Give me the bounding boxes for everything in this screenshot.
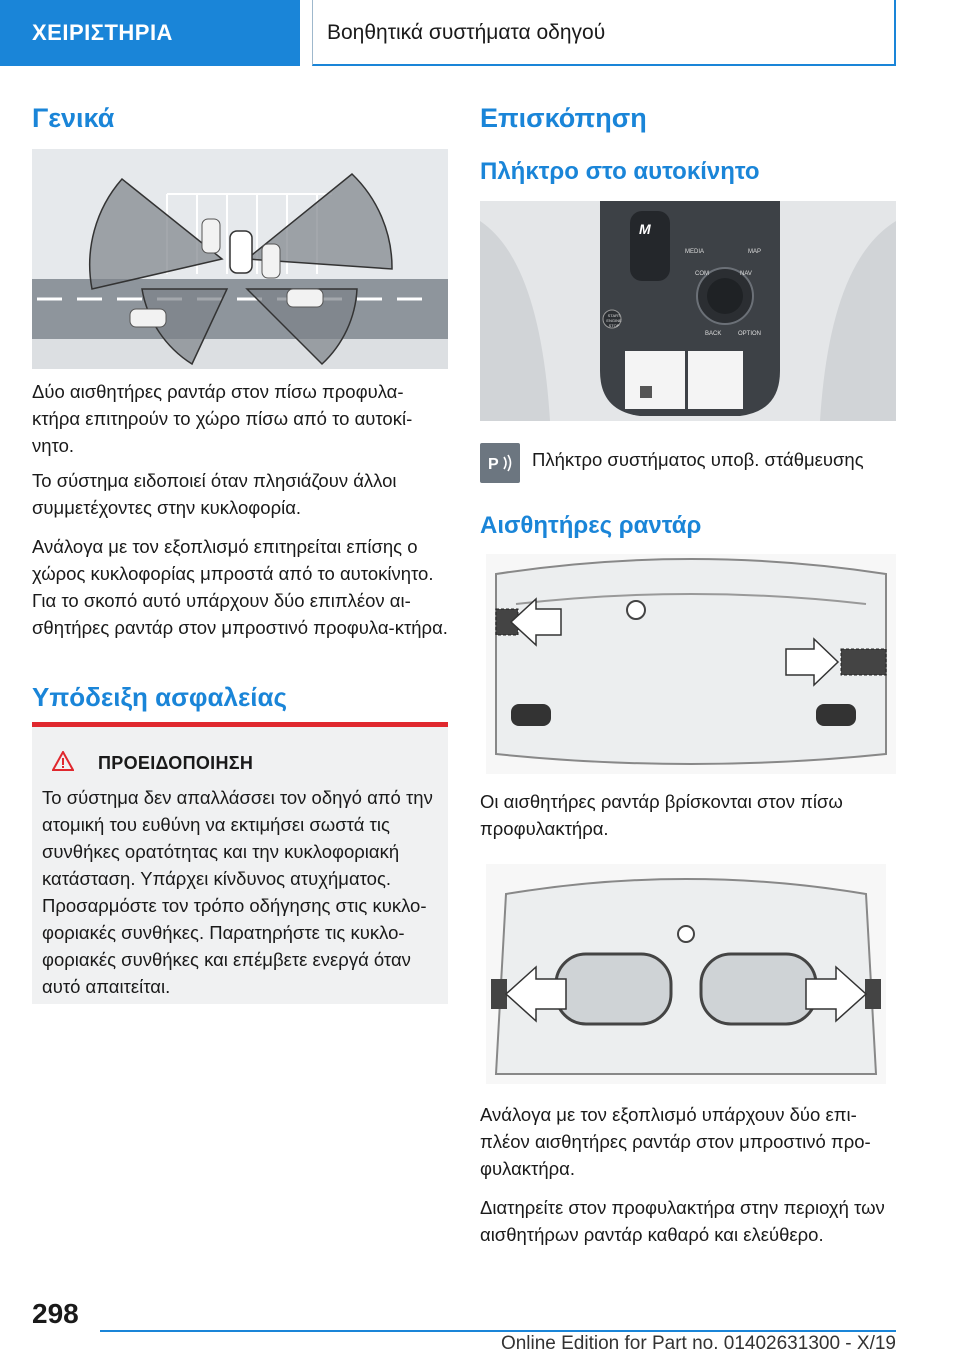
rear-bumper-illustration	[486, 554, 896, 774]
console-button-nav: NAV	[740, 271, 752, 277]
radar-coverage-illustration	[32, 149, 448, 369]
front-bumper-illustration	[486, 864, 886, 1084]
console-button-option: OPTION	[738, 331, 762, 337]
gear-selector-m-badge: M	[639, 221, 651, 237]
front-sensors-caption: Ανάλογα με τον εξοπλισμό υπάρχουν δύο επι-πλέον αισθητήρες ραντάρ στον μπροστινό προ-φυλακτήρα.	[480, 1104, 871, 1179]
park-assist-button-icon	[480, 443, 520, 483]
paragraph-notify: Το σύστημα ειδοποιεί όταν πλησιάζουν άλλοι συμμετέχοντες στην κυκλοφορία.	[32, 470, 397, 518]
paragraph-front-sensors: Ανάλογα με τον εξοπλισμό επιτηρείται επίσης ο χώρος κυκλοφορίας μπροστά από το αυτοκίνητο. Για το σκοπό αυτό υπάρχουν δύο επιπλέον αι-σθητήρες ραντάρ στον μπροστινό προφυλα-κτήρα.	[32, 536, 448, 638]
keep-clean-note: Διατηρείτε στον προφυλακτήρα στην περιοχή των αισθητήρων ραντάρ καθαρό και ελεύθερο.	[480, 1197, 885, 1245]
console-button-media: MEDIA	[685, 249, 705, 255]
page-header-title: Βοηθητικά συστήματα οδηγού	[312, 0, 896, 66]
console-illustration	[480, 201, 896, 421]
console-button-com: COM	[695, 271, 709, 277]
warning-text: Το σύστημα δεν απαλλάσσει τον οδηγό από την ατομική του ευθύνη να εκτιμήσει σωστά τις συνθήκες ορατότητας και την κυκλοφοριακή κατάσταση. Υπάρχει κίνδυνος ατυχήματος. Προσαρμόστε τον τρόπο οδήγησης στις κυκλο-φοριακές συνθήκες. Παρατηρήστε τις κυκλο-φοριακές συνθήκες και επέμβετε ενεργά όταν αυτό απαιτείται.	[42, 787, 433, 997]
page-number: 298	[32, 1298, 79, 1329]
warning-triangle-icon	[52, 751, 74, 776]
heading-general: Γενικά	[32, 103, 115, 133]
heading-sensors: Αισθητήρες ραντάρ	[480, 512, 702, 539]
warning-title: ΠΡΟΕΙΔΟΠΟΙΗΣΗ	[98, 753, 254, 773]
footer-edition: Online Edition for Part no. 01402631300 - X/19	[500, 1333, 896, 1354]
section-tab: ΧΕΙΡΙΣΤΗΡΙΑ	[0, 0, 300, 66]
svg-text:P: P	[488, 456, 499, 473]
rear-sensors-caption: Οι αισθητήρες ραντάρ βρίσκονται στον πίσω προφυλακτήρα.	[480, 791, 843, 839]
heading-overview: Επισκόπηση	[480, 103, 647, 133]
console-button-back: BACK	[705, 331, 722, 337]
heading-safety: Υπόδειξη ασφαλείας	[32, 682, 288, 712]
console-button-start-stop: START ENGINE STOP	[606, 313, 622, 328]
heading-button: Πλήκτρο στο αυτοκίνητο	[480, 158, 760, 185]
button-caption: Πλήκτρο συστήματος υποβ. στάθμευσης	[532, 449, 864, 470]
warning-box	[32, 722, 448, 1004]
paragraph-intro: Δύο αισθητήρες ραντάρ στον πίσω προφυλα-κτήρα επιτηρούν το χώρο πίσω από το αυτοκί-νητο.	[32, 381, 413, 456]
footer-divider	[100, 1330, 896, 1332]
console-button-map: MAP	[748, 249, 762, 255]
